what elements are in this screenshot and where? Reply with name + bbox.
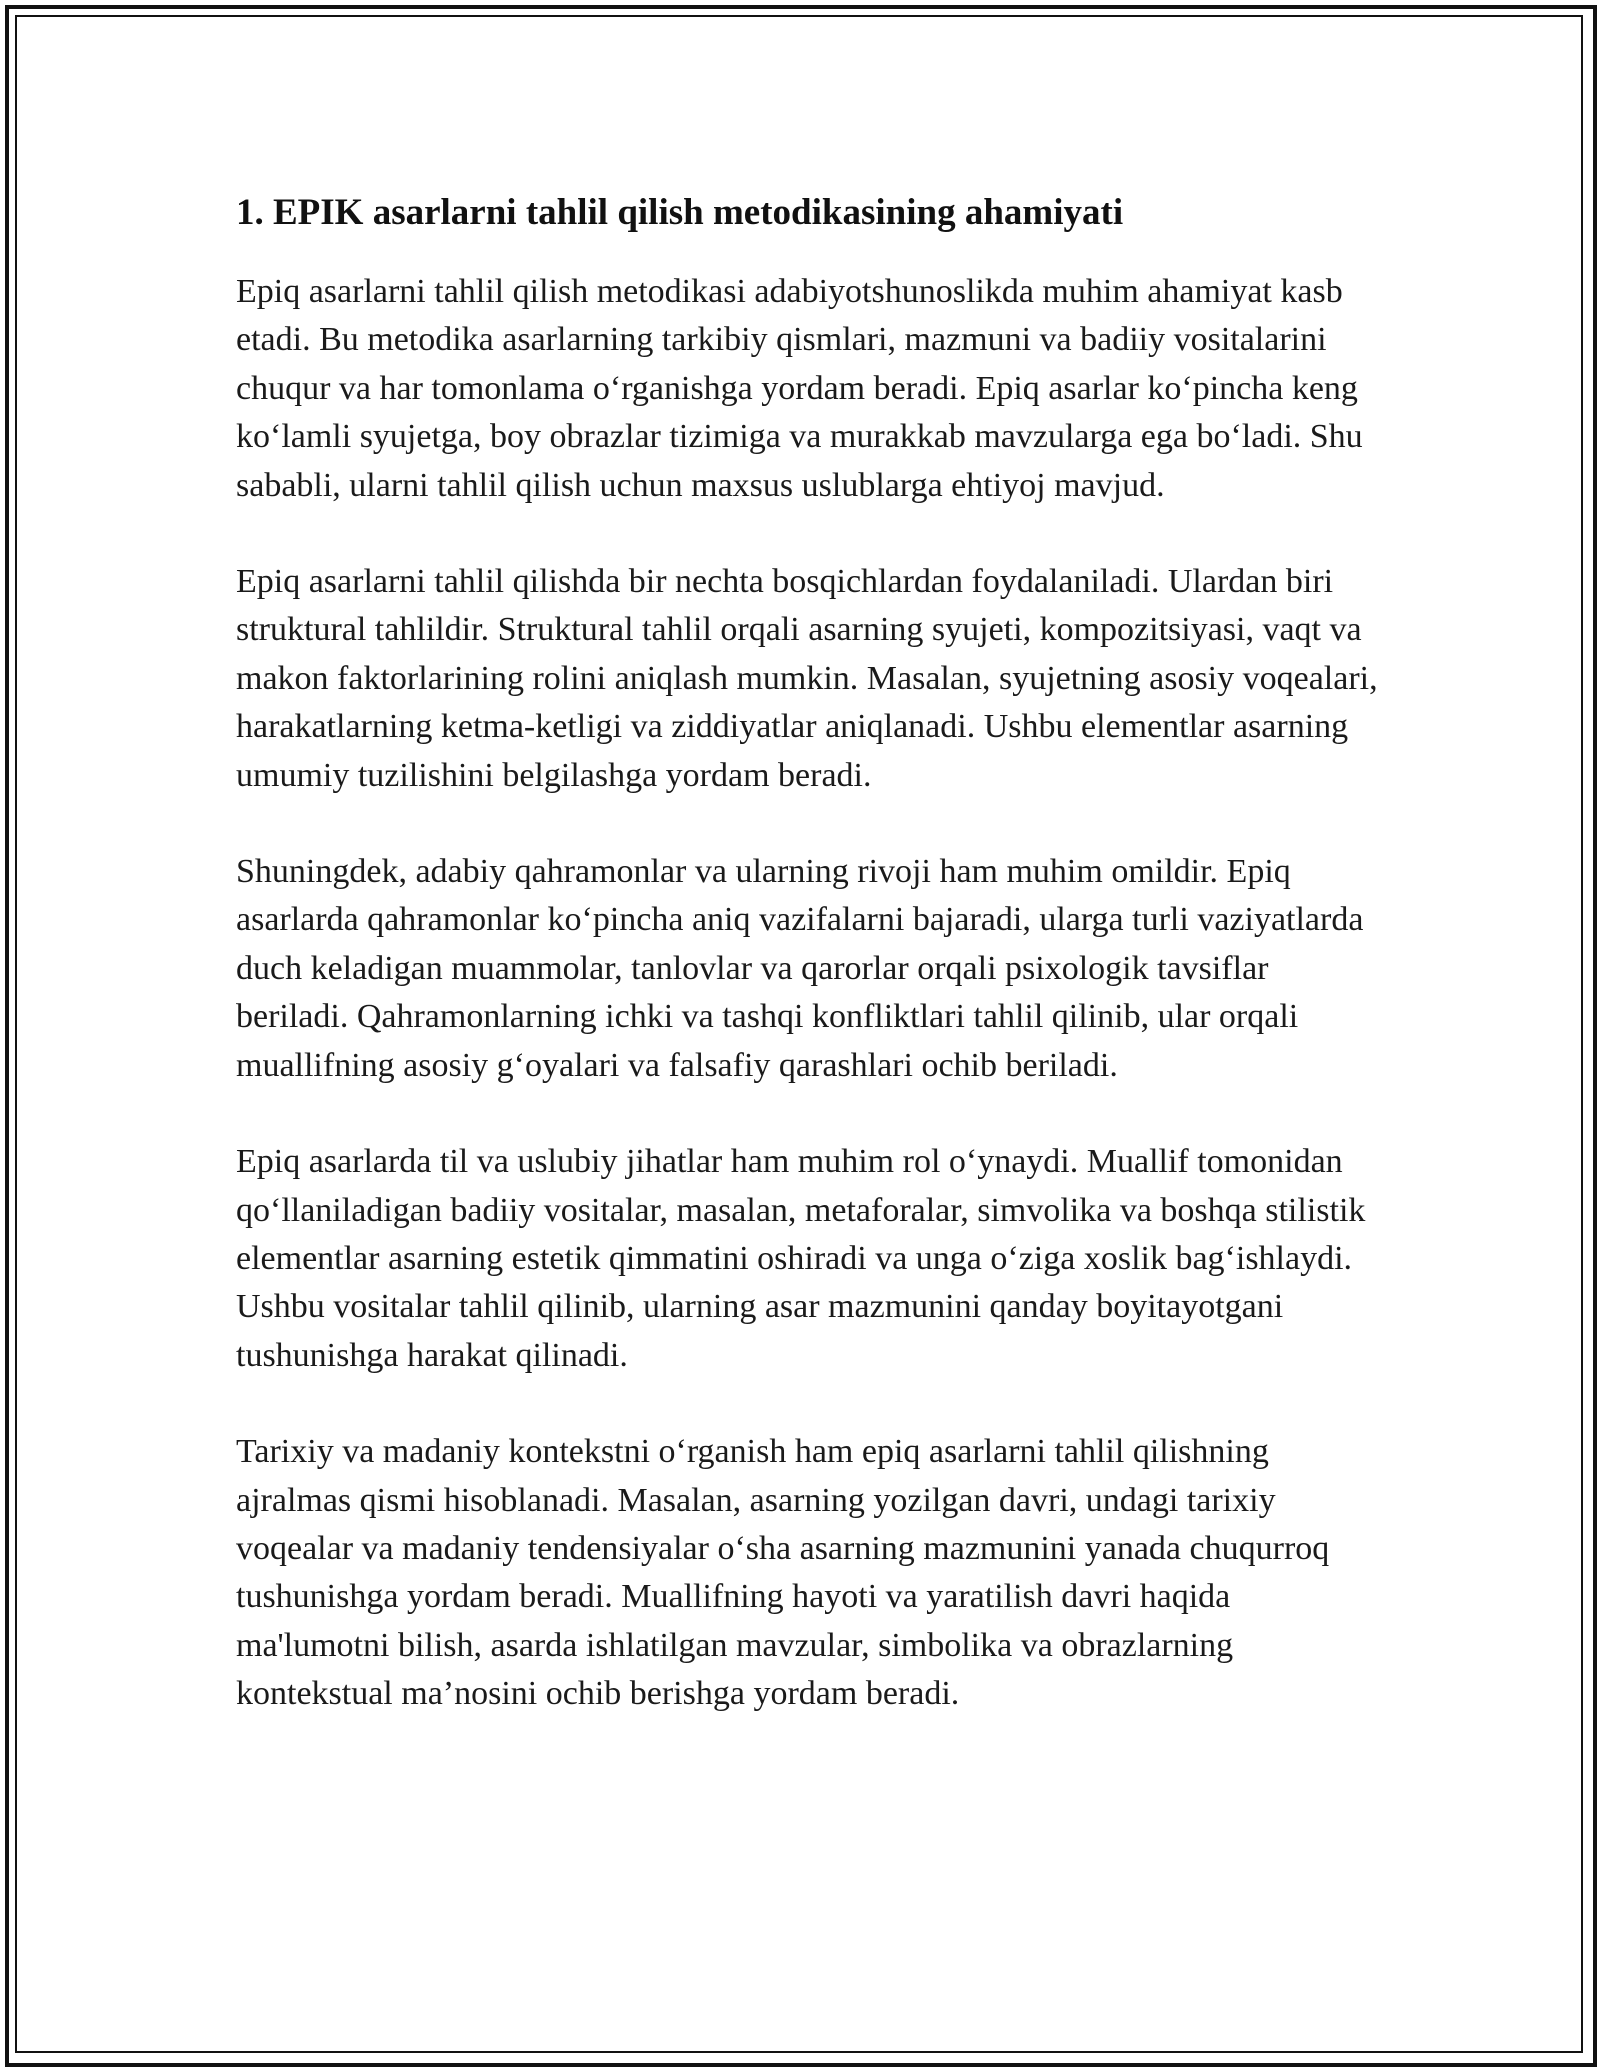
- paragraph-1: Epiq asarlarni tahlil qilish metodikasi adabiyotshunoslikda muhim ahamiyat kasb etadi. Bu metodika asarlarning tarkibiy qismlari, mazmuni va badiiy vositalarini chuqur va har tomonlama o‘rganishga yordam beradi. Epiq asarlar ko‘pincha keng ko‘lamli syujetga, boy obrazlar tizimiga va murakkab mavzularga ega bo‘ladi. Shu sababli, ularni tahlil qilish uchun maxsus uslublarga ehtiyoj mavjud.: [236, 273, 1363, 504]
- document-body: [236, 180, 1386, 1767]
- paragraph-3: Shuningdek, adabiy qahramonlar va ularning rivoji ham muhim omildir. Epiq asarlarda qahramonlar ko‘pincha aniq vazifalarni bajaradi, ularga turli vaziyatlarda duch keladigan muammolar, tanlovlar va qarorlar orqali psixologik tavsiflar beriladi. Qahramonlarning ichki va tashqi konfliktlari tahlil qilinib, ular orqali muallifning asosiy g‘oyalari va falsafiy qarashlari ochib beriladi.: [236, 853, 1364, 1084]
- paragraph-5: Tarixiy va madaniy kontekstni o‘rganish ham epiq asarlarni tahlil qilishning ajralmas qismi hisoblanadi. Masalan, asarning yozilgan davri, undagi tarixiy voqealar va madaniy tendensiyalar o‘sha asarning mazmunini yanada chuqurroq tushunishga yordam beradi. Muallifning hayoti va yaratilish davri haqida ma'lumotni bilish, asarda ishlatilgan mavzular, simbolika va obrazlarning kontekstual ma’nosini ochib berishga yordam beradi.: [236, 1433, 1330, 1713]
- paragraph-2: Epiq asarlarni tahlil qilishda bir nechta bosqichlardan foydalaniladi. Ulardan biri struktural tahlildir. Struktural tahlil orqali asarning syujeti, kompozitsiyasi, vaqt va makon faktorlarining rolini aniqlash mumkin. Masalan, syujetning asosiy voqealari, harakatlarning ketma-ketligi va ziddiyatlar aniqlanadi. Ushbu elementlar asarning umumiy tuzilishini belgilashga yordam beradi.: [236, 563, 1378, 794]
- document-title: 1. EPIK asarlarni tahlil qilish metodikasining ahamiyati: [236, 192, 1124, 233]
- paragraph-4: Epiq asarlarda til va uslubiy jihatlar ham muhim rol o‘ynaydi. Muallif tomonidan qo‘llaniladigan badiiy vositalar, masalan, metaforalar, simvolika va boshqa stilistik elementlar asarning estetik qimmatini oshiradi va unga o‘ziga xoslik bag‘ishlaydi. Ushbu vositalar tahlil qilinib, ularning asar mazmunini qanday boyitayotgani tushunishga harakat qilinadi.: [236, 1143, 1366, 1374]
